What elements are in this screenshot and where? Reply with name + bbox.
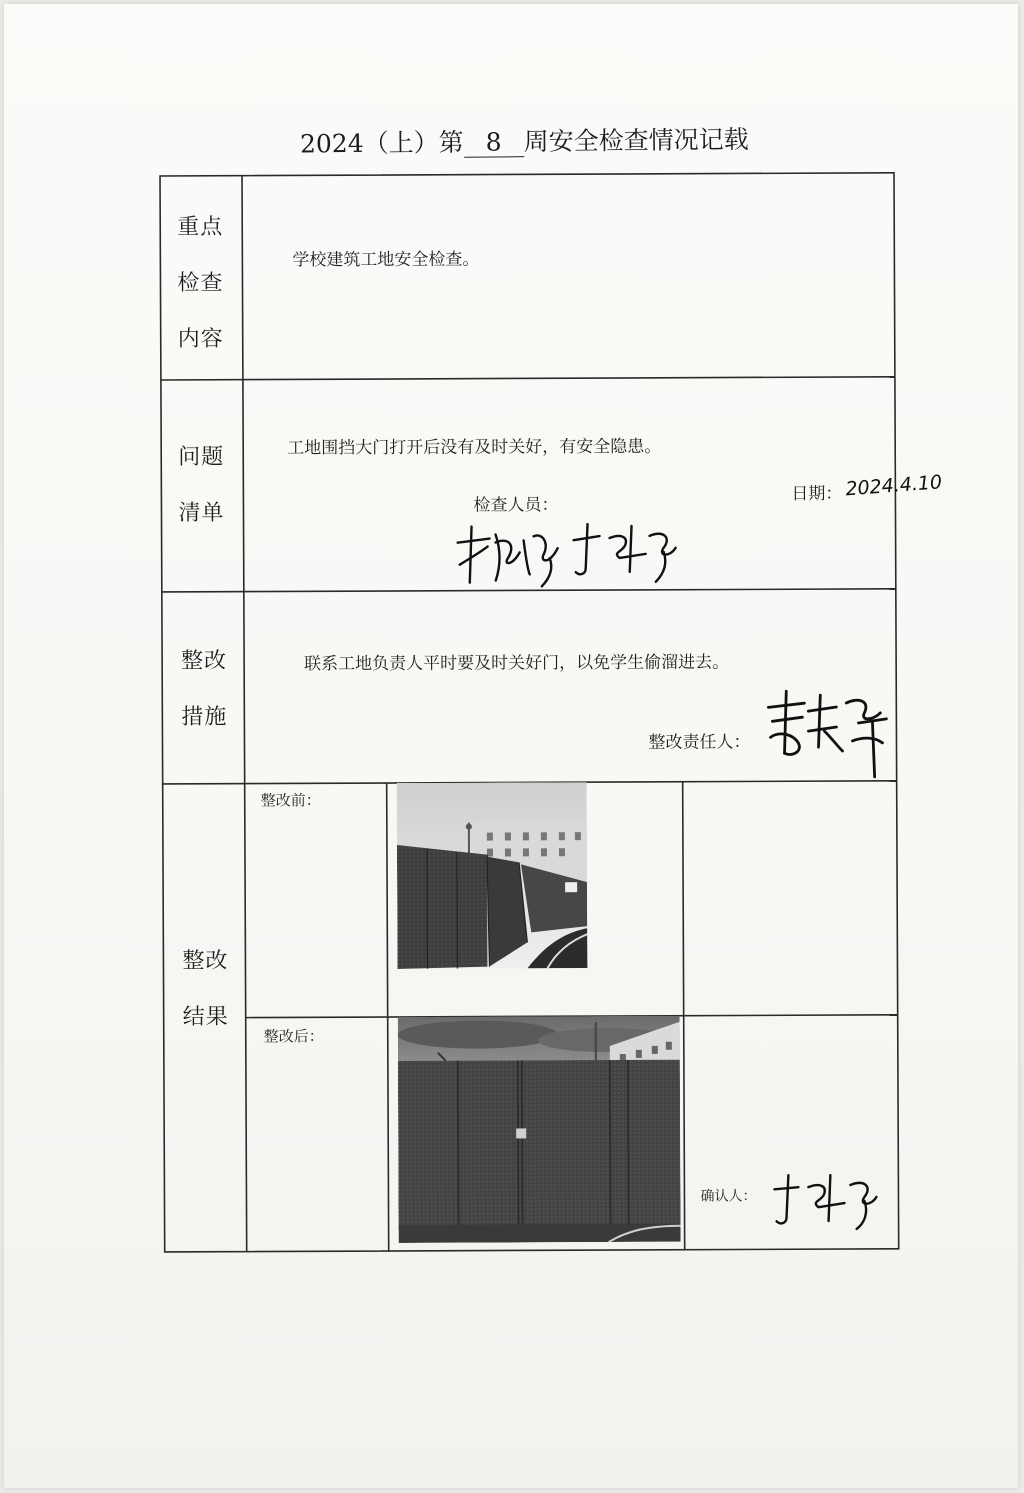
date-value-handwritten: 2024.4.10 [844,471,943,501]
before-label: 整改前： [260,791,321,810]
measures-label [164,634,244,746]
focus-content: 学校建筑工地安全检查。 [292,249,480,271]
measures-content: 联系工地负责人平时要及时关好门，以免学生偷溜进去。 [304,652,730,675]
confirmer-signature [768,1167,888,1232]
inspector-signature [449,512,689,593]
before-rectification-photo [397,782,588,969]
focus-label-line: 内容 [177,326,224,352]
title-week-number: 8 [464,128,524,157]
measures-label-line: 措施 [181,704,228,730]
issues-label [161,430,241,542]
title-prefix: 2024（上）第 [299,127,464,159]
issues-content: 工地围挡大门打开后没有及时关好，有安全隐患。 [287,436,662,459]
results-label-line: 整改 [182,948,229,974]
results-label-line: 结果 [182,1004,229,1030]
issues-label-line: 问题 [178,444,225,470]
after-rectification-photo [398,1016,681,1243]
focus-label-line: 重点 [177,214,224,240]
results-label [165,934,245,1046]
title-suffix: 周安全检查情况记载 [523,124,749,157]
inspector-label: 检查人员： [473,495,559,516]
responsible-label: 整改责任人： [648,732,751,753]
after-label: 整改后： [263,1027,324,1046]
page-title [300,119,780,160]
issues-label-line: 清单 [178,500,225,526]
focus-label [160,200,241,368]
focus-label-line: 检查 [177,270,224,296]
confirm-label: 确认人： [700,1188,757,1205]
inspection-form [158,171,943,1254]
measures-label-line: 整改 [181,648,228,674]
responsible-signature [762,681,898,782]
date-label: 日期： [791,484,843,505]
